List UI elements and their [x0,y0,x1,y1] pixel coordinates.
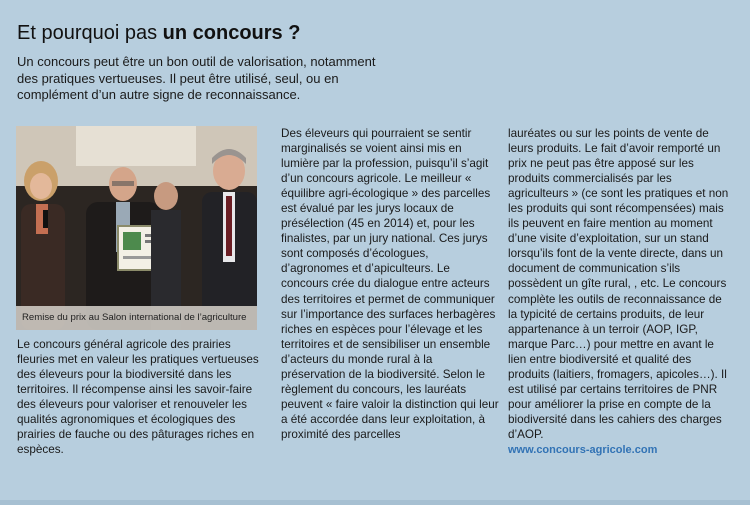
concours-website-link[interactable]: www.concours-agricole.com [508,443,658,456]
body-column-3 [508,126,730,458]
award-photo-illustration [16,126,257,330]
photo-caption: Remise du prix au Salon international de l’agriculture [16,306,257,330]
title-bold: un concours ? [162,22,301,44]
body-column-3-text: lauréates ou sur les points de vente de leurs produits. Le fait d’avoir remporté un prix ne peut pas être apposé sur les produits commercialisés par les agriculteurs » (ce sont les pratiques et non les produits qui sont récompensées) mais ils peuvent en faire mention au moment d’une visite d’exploitation, sur un stand lorsqu’ils font de la vente directe, dans un document de communication s’ils possèdent un gîte rural, , etc. Le concours complète les outils de reconnaissance de la typicité de certains produits, de leur appartenance à un terroir (AOP, IGP, marque Parc…) pour mettre en avant le lien entre biodiversité et qualité des produits (laitiers, fromagers, apicoles…). Il est utilisé par certains territoires de PNR pour améliorer la prise en compte de la biodiversité dans les cahiers des charges d’AOP. [508,127,729,441]
intro-paragraph: Un concours peut être un bon outil de valorisation, notamment des pratiques vertueuses. Il peut être utilisé, seul, ou en complément d’un autre signe de reconnaissance. [17,54,376,102]
footer-divider [0,500,750,505]
body-column-1: Le concours général agricole des prairies fleuries met en valeur les pratiques vertueuses des éleveurs pour la biodiversité dans les territoires. Il récompense ainsi les savoir-faire des éleveurs pour valoriser et renouveler les qualités agronomiques et écologiques des prairies de fauche ou des pâturages riches en espèces. [17,338,259,457]
page-title [17,22,300,45]
award-photo [16,126,257,330]
body-column-2: Des éleveurs qui pourraient se sentir marginalisés se voient ainsi mis en lumière par la profession, puisqu’il s’agit d’un concours agricole. Le meilleur « équilibre agri-écologique » des parcelles est évalué par les jurys locaux de présélection (45 en 2014) et, pour les finalistes, par un jury national. Ces jurys sont composés d’écologues, d’agronomes et d’apiculteurs. Le concours crée du dialogue entre acteurs des territoires et permet de communiquer sur l’importance des surfaces herbagères riches en espèces pour l’élevage et les territoires et de sensibiliser un ensemble d’acteurs du monde rural à la préservation de la biodiversité. Selon le règlement du concours, les lauréats peuvent « faire valoir la distinction qui leur a été accordée dans leur exploitation, à proximité des parcelles [281,127,499,441]
title-prefix: Et pourquoi pas [17,22,163,44]
